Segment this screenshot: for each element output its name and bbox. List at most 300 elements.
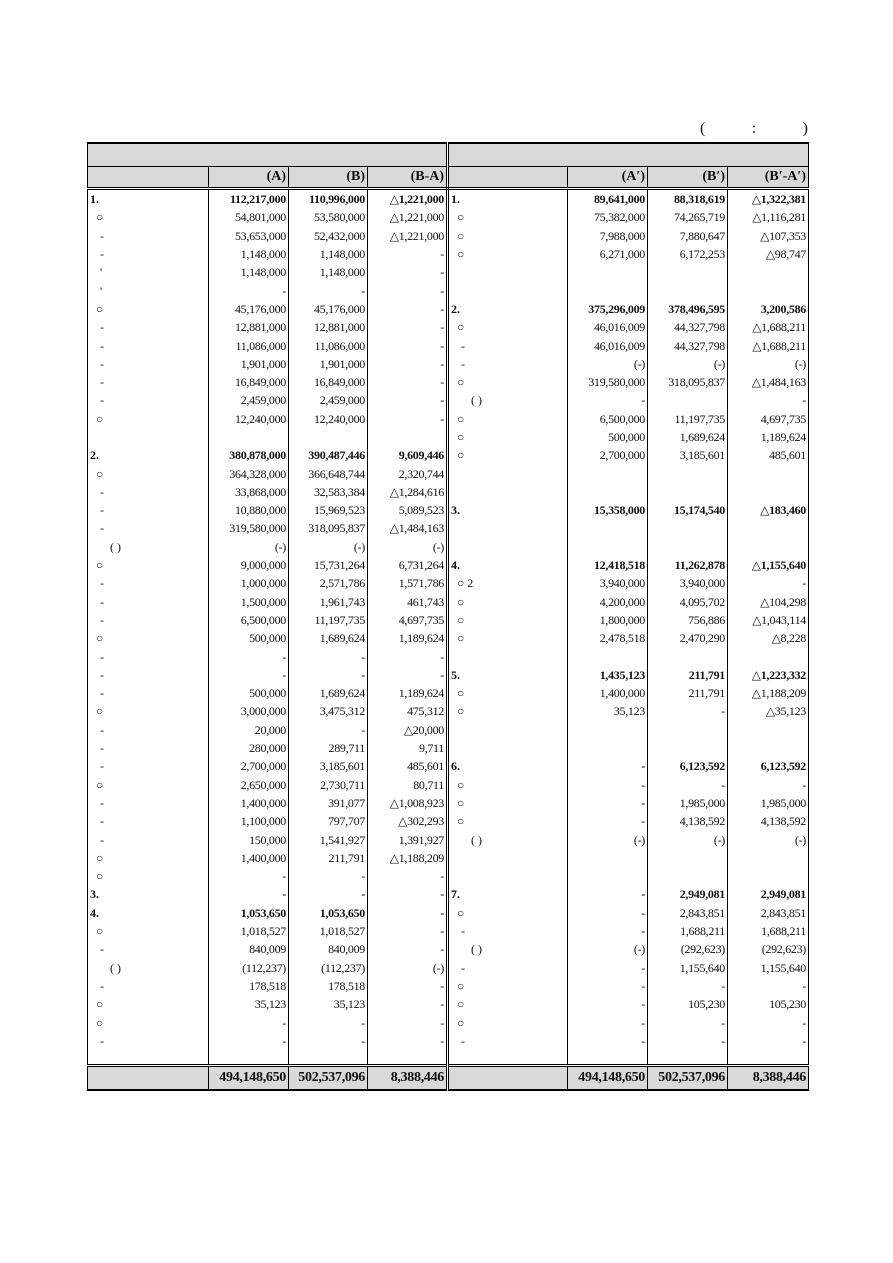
- expenditure-budget-b: [648, 464, 728, 482]
- revenue-diff: 1,189,624: [368, 629, 448, 647]
- revenue-budget-b: 2,730,711: [289, 776, 368, 794]
- table-row: [88, 757, 809, 775]
- table-row: [88, 464, 809, 482]
- table-row: [88, 593, 809, 611]
- header-ba-prime: (B′-A′): [728, 167, 809, 189]
- expenditure-diff: [728, 263, 809, 281]
- revenue-budget-b: 1,901,000: [289, 355, 368, 373]
- expenditure-budget-b: 3,940,000: [648, 574, 728, 592]
- expenditure-item-header: [448, 167, 568, 189]
- expenditure-budget-a: -: [568, 757, 648, 775]
- expenditure-diff: 2,949,081: [728, 885, 809, 903]
- expenditure-budget-a: [568, 721, 648, 739]
- expenditure-budget-b: 15,174,540: [648, 501, 728, 519]
- expenditure-budget-b: [648, 721, 728, 739]
- expenditure-item-label: ○: [448, 904, 568, 922]
- expenditure-item-label: ○: [448, 629, 568, 647]
- revenue-item-label: -: [88, 940, 209, 958]
- table-row: [88, 300, 809, 318]
- table-row: [88, 501, 809, 519]
- table-row: [88, 684, 809, 702]
- expenditure-budget-b: 4,138,592: [648, 812, 728, 830]
- revenue-item-label: -: [88, 830, 209, 848]
- expenditure-diff: -: [728, 1013, 809, 1031]
- revenue-budget-a: 1,400,000: [209, 794, 289, 812]
- table-row: [88, 574, 809, 592]
- revenue-budget-a: 20,000: [209, 721, 289, 739]
- revenue-budget-b: 1,689,624: [289, 629, 368, 647]
- expenditure-budget-b: -: [648, 1032, 728, 1050]
- revenue-budget-b: 2,571,786: [289, 574, 368, 592]
- unit-open-paren: (: [700, 120, 706, 137]
- table-row: [88, 629, 809, 647]
- expenditure-item-label: 1.: [448, 189, 568, 209]
- revenue-budget-b: 1,148,000: [289, 263, 368, 281]
- table-row: [88, 373, 809, 391]
- table-row: [88, 794, 809, 812]
- revenue-budget-b: 52,432,000: [289, 227, 368, 245]
- revenue-budget-b: -: [289, 721, 368, 739]
- table-title-row: [88, 143, 809, 167]
- expenditure-budget-b: 74,265,719: [648, 208, 728, 226]
- expenditure-item-label: ○: [448, 446, 568, 464]
- revenue-diff: -: [368, 318, 448, 336]
- revenue-budget-a: 150,000: [209, 830, 289, 848]
- table-row: [88, 245, 809, 263]
- revenue-budget-a: 112,217,000: [209, 189, 289, 209]
- revenue-item-label: ○: [88, 464, 209, 482]
- table-row: [88, 830, 809, 848]
- expenditure-item-label: 4.: [448, 556, 568, 574]
- expenditure-item-label: ○: [448, 702, 568, 720]
- expenditure-budget-a: [568, 867, 648, 885]
- spacer-cell: [448, 1050, 568, 1066]
- expenditure-budget-a: -: [568, 977, 648, 995]
- revenue-item-label: -: [88, 757, 209, 775]
- revenue-diff: -: [368, 391, 448, 409]
- expenditure-budget-a: -: [568, 391, 648, 409]
- revenue-item-label: ○: [88, 410, 209, 428]
- expenditure-item-label: ○: [448, 611, 568, 629]
- expenditure-diff: △8,228: [728, 629, 809, 647]
- expenditure-budget-b: 11,197,735: [648, 410, 728, 428]
- revenue-budget-a: (-): [209, 538, 289, 556]
- expenditure-budget-b: 44,327,798: [648, 318, 728, 336]
- expenditure-diff: 105,230: [728, 995, 809, 1013]
- expenditure-budget-b: 211,791: [648, 684, 728, 702]
- expenditure-budget-b: 11,262,878: [648, 556, 728, 574]
- revenue-budget-a: 500,000: [209, 684, 289, 702]
- revenue-budget-b: (112,237): [289, 958, 368, 976]
- revenue-total-diff: 8,388,446: [368, 1065, 448, 1090]
- expenditure-budget-b: 6,172,253: [648, 245, 728, 263]
- table-row: [88, 922, 809, 940]
- revenue-diff: △1,188,209: [368, 849, 448, 867]
- revenue-diff: △1,484,163: [368, 519, 448, 537]
- table-row: [88, 1013, 809, 1031]
- revenue-budget-a: 1,018,527: [209, 922, 289, 940]
- expenditure-budget-b: (292,623): [648, 940, 728, 958]
- revenue-diff: △302,293: [368, 812, 448, 830]
- revenue-item-label: ○: [88, 922, 209, 940]
- revenue-budget-a: 178,518: [209, 977, 289, 995]
- expenditure-item-label: ○: [448, 318, 568, 336]
- expenditure-budget-b: 2,949,081: [648, 885, 728, 903]
- expenditure-diff: [728, 464, 809, 482]
- expenditure-budget-a: 1,800,000: [568, 611, 648, 629]
- revenue-budget-a: 35,123: [209, 995, 289, 1013]
- expenditure-diff: [728, 483, 809, 501]
- header-ba: (B-A): [368, 167, 448, 189]
- table-row: [88, 208, 809, 226]
- revenue-item-label: ○: [88, 995, 209, 1013]
- expenditure-budget-a: [568, 538, 648, 556]
- revenue-diff: 485,601: [368, 757, 448, 775]
- expenditure-diff: △183,460: [728, 501, 809, 519]
- spacer-cell: [568, 1050, 648, 1066]
- table-row: [88, 410, 809, 428]
- revenue-diff: -: [368, 336, 448, 354]
- expenditure-diff: △1,116,281: [728, 208, 809, 226]
- expenditure-budget-b: 1,688,211: [648, 922, 728, 940]
- spacer-cell: [648, 1050, 728, 1066]
- expenditure-item-label: [448, 281, 568, 299]
- expenditure-budget-a: 15,358,000: [568, 501, 648, 519]
- revenue-budget-b: 1,689,624: [289, 684, 368, 702]
- expenditure-budget-a: [568, 263, 648, 281]
- revenue-item-label: ○: [88, 867, 209, 885]
- revenue-item-label: ○: [88, 208, 209, 226]
- revenue-budget-a: 2,700,000: [209, 757, 289, 775]
- expenditure-budget-a: 46,016,009: [568, 336, 648, 354]
- revenue-diff: 80,711: [368, 776, 448, 794]
- revenue-item-label: ○: [88, 556, 209, 574]
- revenue-budget-b: 53,580,000: [289, 208, 368, 226]
- expenditure-diff: △1,688,211: [728, 318, 809, 336]
- spacer-cell: [728, 1050, 809, 1066]
- expenditure-total-b: 502,537,096: [648, 1065, 728, 1090]
- table-row: [88, 977, 809, 995]
- expenditure-budget-b: -: [648, 1013, 728, 1031]
- expenditure-diff: (292,623): [728, 940, 809, 958]
- table-row: [88, 281, 809, 299]
- expenditure-budget-b: [648, 391, 728, 409]
- table-row: [88, 958, 809, 976]
- revenue-budget-b: 35,123: [289, 995, 368, 1013]
- revenue-diff: -: [368, 373, 448, 391]
- unit-close-paren: ): [802, 120, 808, 137]
- expenditure-diff: -: [728, 776, 809, 794]
- revenue-budget-b: 1,053,650: [289, 904, 368, 922]
- expenditure-budget-a: -: [568, 794, 648, 812]
- revenue-budget-b: 15,969,523: [289, 501, 368, 519]
- expenditure-budget-a: -: [568, 922, 648, 940]
- expenditure-budget-a: [568, 849, 648, 867]
- table-row: [88, 666, 809, 684]
- expenditure-budget-a: -: [568, 1032, 648, 1050]
- expenditure-budget-a: 375,296,009: [568, 300, 648, 318]
- revenue-budget-a: 12,881,000: [209, 318, 289, 336]
- revenue-diff: (-): [368, 958, 448, 976]
- expenditure-budget-b: [648, 519, 728, 537]
- expenditure-budget-b: 6,123,592: [648, 757, 728, 775]
- expenditure-diff: [728, 867, 809, 885]
- revenue-budget-a: -: [209, 1032, 289, 1050]
- revenue-diff: 2,320,744: [368, 464, 448, 482]
- revenue-diff: -: [368, 1013, 448, 1031]
- expenditure-budget-b: 1,985,000: [648, 794, 728, 812]
- expenditure-diff: 3,200,586: [728, 300, 809, 318]
- expenditure-diff: △1,043,114: [728, 611, 809, 629]
- unit-label: [700, 120, 808, 138]
- expenditure-budget-a: 6,271,000: [568, 245, 648, 263]
- revenue-budget-b: 390,487,446: [289, 446, 368, 464]
- revenue-title-cell: [88, 143, 448, 167]
- revenue-item-label: -: [88, 812, 209, 830]
- expenditure-item-label: -: [448, 1032, 568, 1050]
- expenditure-item-label: ○: [448, 428, 568, 446]
- expenditure-diff: 485,601: [728, 446, 809, 464]
- expenditure-diff: 2,843,851: [728, 904, 809, 922]
- expenditure-budget-a: [568, 464, 648, 482]
- unit-colon: :: [751, 120, 757, 137]
- spacer-cell: [209, 1050, 289, 1066]
- expenditure-item-label: ( ): [448, 830, 568, 848]
- expenditure-diff: -: [728, 391, 809, 409]
- budget-table: [87, 142, 809, 1091]
- expenditure-item-label: ○: [448, 227, 568, 245]
- expenditure-budget-a: [568, 519, 648, 537]
- table-row: [88, 263, 809, 281]
- expenditure-item-label: -: [448, 355, 568, 373]
- table-row: [88, 355, 809, 373]
- spacer-row: [88, 1050, 809, 1066]
- expenditure-budget-b: 1,155,640: [648, 958, 728, 976]
- table-row: [88, 611, 809, 629]
- table-row: [88, 556, 809, 574]
- revenue-item-label: -: [88, 739, 209, 757]
- expenditure-item-label: ○: [448, 410, 568, 428]
- expenditure-item-label: [448, 263, 568, 281]
- expenditure-total-a: 494,148,650: [568, 1065, 648, 1090]
- expenditure-item-label: 7.: [448, 885, 568, 903]
- expenditure-budget-a: -: [568, 995, 648, 1013]
- revenue-diff: △1,221,000: [368, 189, 448, 209]
- expenditure-budget-b: 1,689,624: [648, 428, 728, 446]
- expenditure-item-label: [448, 721, 568, 739]
- revenue-budget-a: 500,000: [209, 629, 289, 647]
- expenditure-diff: △98,747: [728, 245, 809, 263]
- table-row: [88, 318, 809, 336]
- revenue-budget-a: 1,000,000: [209, 574, 289, 592]
- revenue-budget-b: 12,240,000: [289, 410, 368, 428]
- expenditure-budget-b: 3,185,601: [648, 446, 728, 464]
- revenue-budget-a: -: [209, 867, 289, 885]
- revenue-budget-a: 1,500,000: [209, 593, 289, 611]
- expenditure-budget-a: 7,988,000: [568, 227, 648, 245]
- expenditure-item-label: -: [448, 336, 568, 354]
- revenue-budget-b: 2,459,000: [289, 391, 368, 409]
- expenditure-budget-b: 378,496,595: [648, 300, 728, 318]
- expenditure-budget-a: 1,400,000: [568, 684, 648, 702]
- revenue-item-label: ': [88, 281, 209, 299]
- revenue-diff: [368, 428, 448, 446]
- revenue-diff: -: [368, 647, 448, 665]
- revenue-diff: 461,743: [368, 593, 448, 611]
- expenditure-budget-a: 75,382,000: [568, 208, 648, 226]
- table-row: [88, 336, 809, 354]
- revenue-budget-b: 1,541,927: [289, 830, 368, 848]
- expenditure-budget-a: -: [568, 885, 648, 903]
- expenditure-budget-a: 12,418,518: [568, 556, 648, 574]
- revenue-item-label: ○: [88, 702, 209, 720]
- table-header-row: [88, 167, 809, 189]
- revenue-diff: 6,731,264: [368, 556, 448, 574]
- expenditure-item-label: 3.: [448, 501, 568, 519]
- revenue-budget-a: -: [209, 666, 289, 684]
- revenue-budget-b: 1,961,743: [289, 593, 368, 611]
- revenue-diff: 1,571,786: [368, 574, 448, 592]
- table-row: [88, 538, 809, 556]
- revenue-diff: -: [368, 410, 448, 428]
- revenue-budget-a: 380,878,000: [209, 446, 289, 464]
- expenditure-budget-b: (-): [648, 355, 728, 373]
- revenue-budget-b: 11,197,735: [289, 611, 368, 629]
- revenue-diff: 9,711: [368, 739, 448, 757]
- revenue-diff: △1,008,923: [368, 794, 448, 812]
- revenue-budget-a: -: [209, 885, 289, 903]
- expenditure-diff: 1,189,624: [728, 428, 809, 446]
- revenue-item-label: -: [88, 574, 209, 592]
- revenue-item-label: -: [88, 721, 209, 739]
- revenue-diff: -: [368, 1032, 448, 1050]
- expenditure-budget-a: 35,123: [568, 702, 648, 720]
- expenditure-diff: [728, 538, 809, 556]
- revenue-budget-a: 840,009: [209, 940, 289, 958]
- revenue-budget-a: [209, 428, 289, 446]
- revenue-budget-b: 32,583,384: [289, 483, 368, 501]
- expenditure-total-label: [448, 1065, 568, 1090]
- revenue-item-label: ○: [88, 776, 209, 794]
- revenue-diff: -: [368, 300, 448, 318]
- revenue-budget-b: 211,791: [289, 849, 368, 867]
- revenue-budget-a: -: [209, 281, 289, 299]
- revenue-item-label: -: [88, 227, 209, 245]
- expenditure-diff: △1,484,163: [728, 373, 809, 391]
- expenditure-item-label: [448, 483, 568, 501]
- revenue-diff: △1,284,616: [368, 483, 448, 501]
- expenditure-budget-a: (-): [568, 355, 648, 373]
- revenue-item-label: -: [88, 1032, 209, 1050]
- header-a-prime: (A′): [568, 167, 648, 189]
- revenue-item-label: ( ): [88, 958, 209, 976]
- revenue-budget-b: 16,849,000: [289, 373, 368, 391]
- expenditure-budget-a: 6,500,000: [568, 410, 648, 428]
- table-row: [88, 702, 809, 720]
- expenditure-diff: -: [728, 1032, 809, 1050]
- revenue-budget-a: 2,650,000: [209, 776, 289, 794]
- revenue-budget-b: (-): [289, 538, 368, 556]
- table-row: [88, 812, 809, 830]
- revenue-item-label: -: [88, 336, 209, 354]
- expenditure-budget-a: [568, 647, 648, 665]
- expenditure-item-label: [448, 538, 568, 556]
- revenue-budget-b: -: [289, 647, 368, 665]
- expenditure-item-label: [448, 867, 568, 885]
- revenue-item-label: [88, 428, 209, 446]
- revenue-budget-a: 280,000: [209, 739, 289, 757]
- revenue-item-label: -: [88, 391, 209, 409]
- revenue-budget-b: 15,731,264: [289, 556, 368, 574]
- header-b-prime: (B′): [648, 167, 728, 189]
- expenditure-item-label: ○: [448, 245, 568, 263]
- table-row: [88, 776, 809, 794]
- spacer-cell: [368, 1050, 448, 1066]
- revenue-item-label: -: [88, 611, 209, 629]
- revenue-item-header: [88, 167, 209, 189]
- revenue-diff: △20,000: [368, 721, 448, 739]
- revenue-item-label: -: [88, 666, 209, 684]
- expenditure-item-label: ○: [448, 995, 568, 1013]
- revenue-item-label: -: [88, 977, 209, 995]
- header-a: (A): [209, 167, 289, 189]
- expenditure-diff: 1,155,640: [728, 958, 809, 976]
- expenditure-diff: [728, 849, 809, 867]
- table-row: [88, 227, 809, 245]
- revenue-item-label: -: [88, 483, 209, 501]
- revenue-total-label: [88, 1065, 209, 1090]
- table-row: [88, 904, 809, 922]
- revenue-budget-a: 319,580,000: [209, 519, 289, 537]
- revenue-budget-a: 364,328,000: [209, 464, 289, 482]
- expenditure-diff: [728, 721, 809, 739]
- expenditure-budget-b: 2,843,851: [648, 904, 728, 922]
- revenue-item-label: ( ): [88, 538, 209, 556]
- revenue-budget-a: 12,240,000: [209, 410, 289, 428]
- expenditure-item-label: 2.: [448, 300, 568, 318]
- expenditure-diff: [728, 281, 809, 299]
- revenue-budget-a: (112,237): [209, 958, 289, 976]
- revenue-item-label: -: [88, 501, 209, 519]
- revenue-budget-a: -: [209, 647, 289, 665]
- revenue-item-label: ○: [88, 1013, 209, 1031]
- revenue-budget-b: 391,077: [289, 794, 368, 812]
- revenue-budget-a: 11,086,000: [209, 336, 289, 354]
- expenditure-budget-b: [648, 867, 728, 885]
- revenue-budget-b: -: [289, 666, 368, 684]
- expenditure-diff: 6,123,592: [728, 757, 809, 775]
- revenue-budget-a: 2,459,000: [209, 391, 289, 409]
- table-row: [88, 391, 809, 409]
- expenditure-budget-b: 88,318,619: [648, 189, 728, 209]
- revenue-diff: -: [368, 355, 448, 373]
- table-row: [88, 1032, 809, 1050]
- expenditure-budget-b: 44,327,798: [648, 336, 728, 354]
- revenue-item-label: 1.: [88, 189, 209, 209]
- revenue-diff: (-): [368, 538, 448, 556]
- expenditure-item-label: 6.: [448, 757, 568, 775]
- expenditure-item-label: ○: [448, 593, 568, 611]
- totals-row: [88, 1065, 809, 1090]
- revenue-budget-b: 289,711: [289, 739, 368, 757]
- table-row: [88, 519, 809, 537]
- revenue-diff: 9,609,446: [368, 446, 448, 464]
- expenditure-item-label: ( ): [448, 391, 568, 409]
- expenditure-diff: -: [728, 574, 809, 592]
- expenditure-budget-b: 211,791: [648, 666, 728, 684]
- table-row: [88, 189, 809, 209]
- expenditure-item-label: ○: [448, 794, 568, 812]
